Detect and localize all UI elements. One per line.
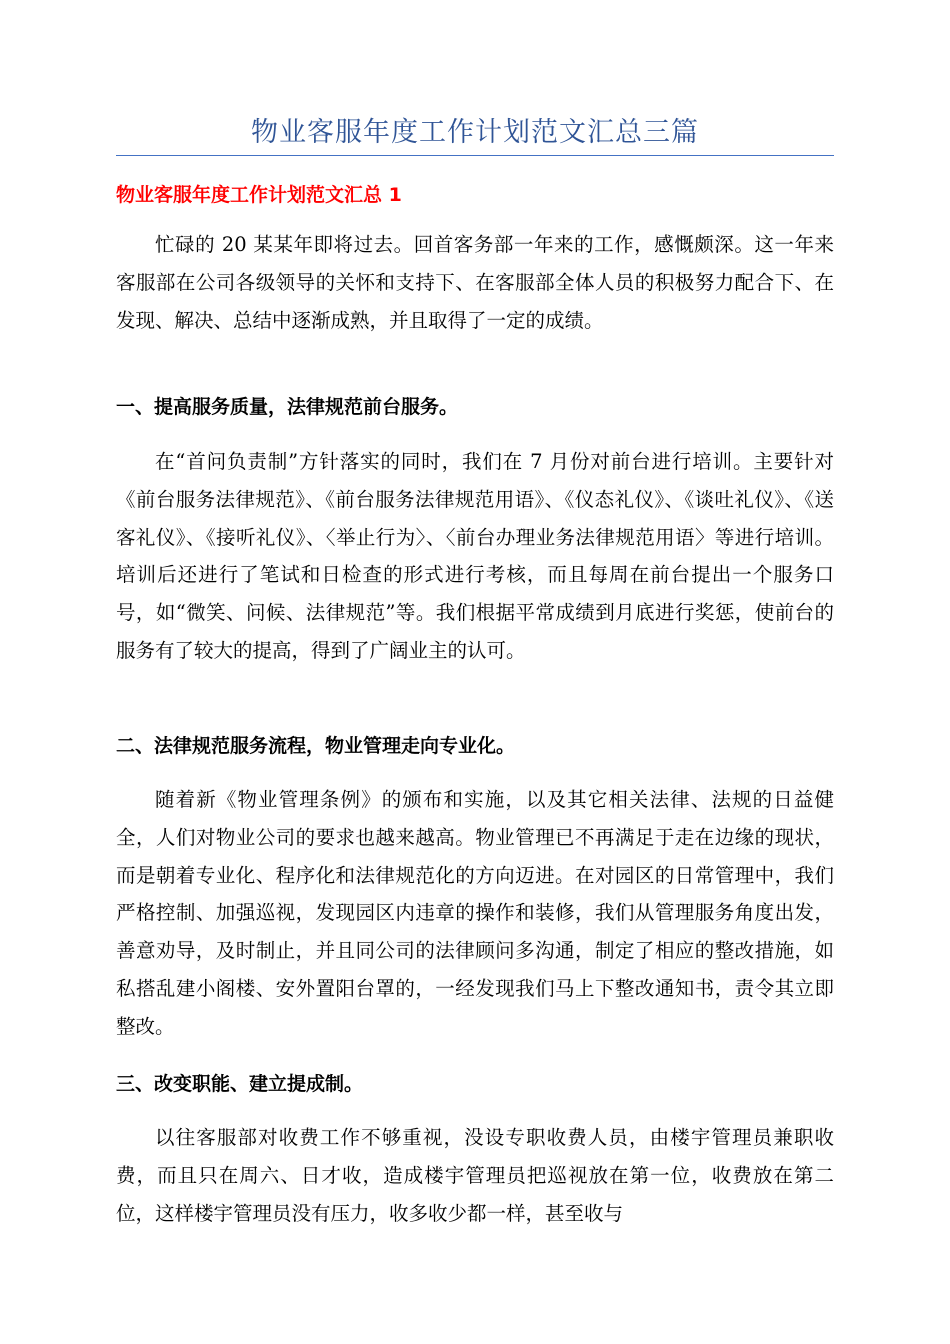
- section-heading-2: 二、法律规范服务流程，物业管理走向专业化。: [116, 735, 516, 757]
- title-underline: [116, 155, 834, 156]
- section-paragraph-3: 以往客服部对收费工作不够重视，没设专职收费人员，由楼宇管理员兼职收费，而且只在周六、日才收，造成楼宇管理员把巡视放在第一位，收费放在第二位，这样楼宇管理员没有压力，收多收少都一样，甚至收与: [116, 1126, 834, 1225]
- document-title: 物业客服年度工作计划范文汇总三篇: [251, 117, 699, 148]
- intro-paragraph: 忙碌的 20 某某年即将过去。回首客务部一年来的工作，感慨颇深。这一年来客服部在公司各级领导的关怀和支持下、在客服部全体人员的积极努力配合下、在发现、解决、总结中逐渐成熟，并且取得了一定的成绩。: [116, 233, 834, 332]
- section-paragraph-2: 随着新《物业管理条例》的颁布和实施，以及其它相关法律、法规的日益健全，人们对物业公司的要求也越来越高。物业管理已不再满足于走在边缘的现状，而是朝着专业化、程序化和法律规范化的方向迈进。在对园区的日常管理中，我们严格控制、加强巡视，发现园区内违章的操作和装修，我们从管理服务角度出发，善意劝导，及时制止，并且同公司的法律顾问多沟通，制定了相应的整改措施，如私搭乱建小阁楼、安外置阳台罩的，一经发现我们马上下整改通知书，责令其立即整改。: [116, 788, 834, 1038]
- section-paragraph-1: 在“首问负责制”方针落实的同时，我们在 7 月份对前台进行培训。主要针对《前台服务法律规范》、《前台服务法律规范用语》、《仪态礼仪》、《谈吐礼仪》、《送客礼仪》、《接听礼仪》、〈举止行为〉、〈前台办理业务法律规范用语〉等进行培训。培训后还进行了笔试和日检查的形式进行考核，而且每周在前台提出一个服务口号，如“微笑、问候、法律规范”等。我们根据平常成绩到月底进行奖惩，使前台的服务有了较大的提高，得到了广阔业主的认可。: [116, 450, 834, 662]
- section-heading-3: 三、改变职能、建立提成制。: [116, 1073, 364, 1095]
- article-heading: 物业客服年度工作计划范文汇总 1: [116, 184, 402, 206]
- section-heading-1: 一、提高服务质量，法律规范前台服务。: [116, 396, 459, 418]
